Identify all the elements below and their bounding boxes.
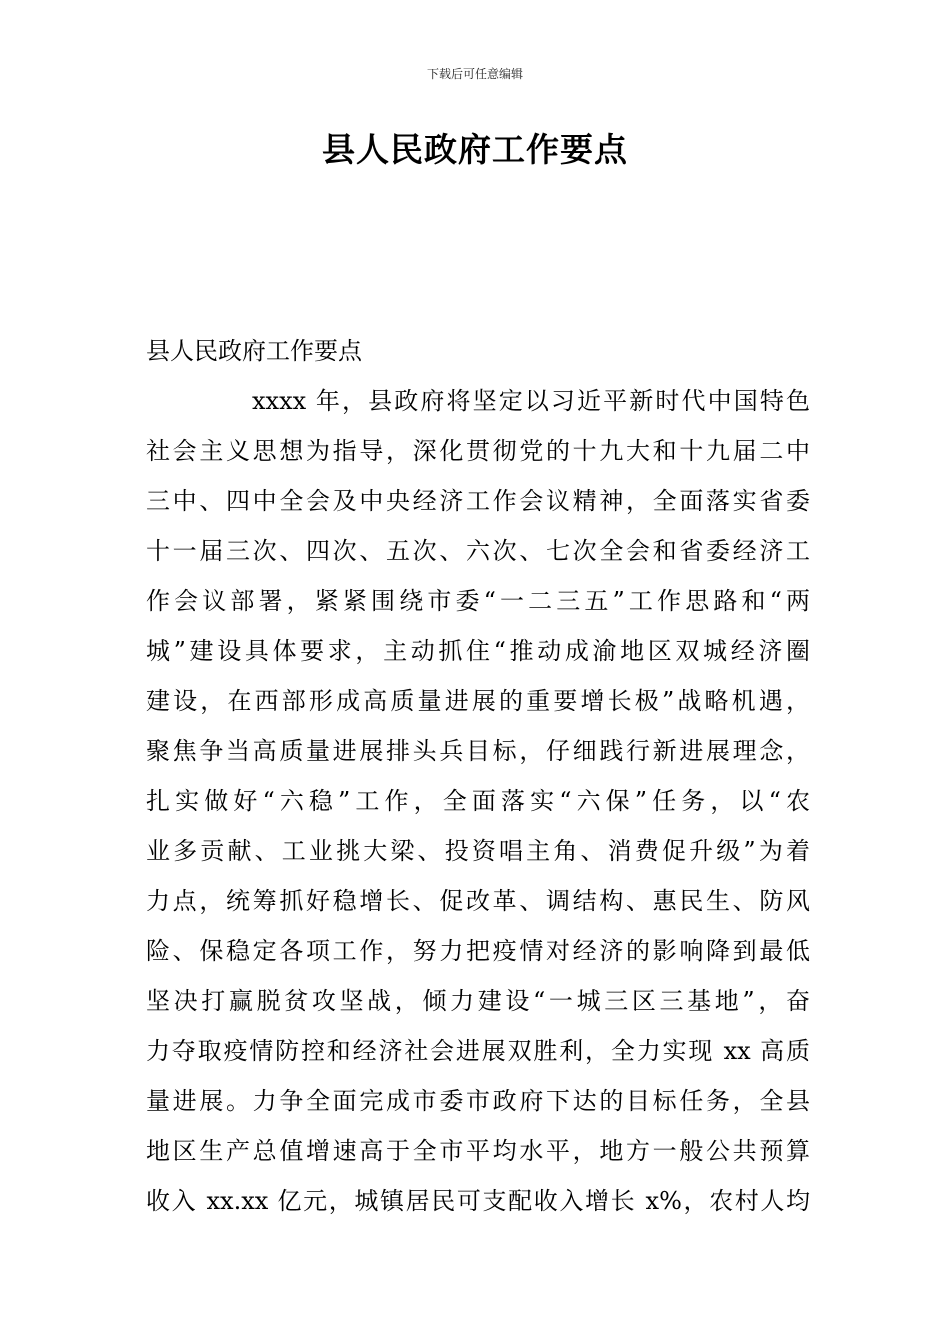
paragraph-line: 三中、四中全会及中央经济工作会议精神，全面落实省委 — [146, 487, 810, 515]
document-body — [146, 326, 810, 1226]
paragraph-line: 坚决打赢脱贫攻坚战，倾力建设“一城三区三基地”，奋 — [146, 987, 810, 1015]
section-heading: 县人民政府工作要点 — [146, 337, 362, 365]
paragraph-line: 险、保稳定各项工作，努力把疫情对经济的影响降到最低 — [146, 937, 810, 965]
paragraph-line: 城”建设具体要求，主动抓住“推动成渝地区双城经济圈 — [146, 637, 810, 665]
header-note: 下载后可任意编辑 — [426, 67, 523, 81]
paragraph-line: 业多贡献、工业挑大梁、投资唱主角、消费促升级”为着 — [146, 837, 810, 865]
paragraph-line: 量进展。力争全面完成市委市政府下达的目标任务，全县 — [146, 1087, 810, 1115]
paragraph-line: 收入 xx.xx 亿元，城镇居民可支配收入增长 x%，农村人均 — [146, 1187, 810, 1215]
paragraph-line: 建设，在西部形成高质量进展的重要增长极”战略机遇， — [146, 687, 810, 715]
paragraph-line: 聚焦争当高质量进展排头兵目标，仔细践行新进展理念， — [146, 737, 810, 765]
paragraph-line: 十一届三次、四次、五次、六次、七次全会和省委经济工 — [146, 537, 810, 565]
paragraph-line: xxxx 年，县政府将坚定以习近平新时代中国特色 — [252, 387, 810, 415]
paragraph-line: 地区生产总值增速高于全市平均水平，地方一般公共预算 — [146, 1137, 810, 1165]
paragraph-line: 作会议部署，紧紧围绕市委“一二三五”工作思路和“两 — [146, 587, 810, 615]
paragraph-line: 力点，统筹抓好稳增长、促改革、调结构、惠民生、防风 — [146, 887, 810, 915]
paragraph-line: 力夺取疫情防控和经济社会进展双胜利，全力实现 xx 高质 — [146, 1037, 810, 1065]
paragraph-line: 扎实做好“六稳”工作，全面落实“六保”任务，以“农 — [146, 787, 810, 815]
paragraph-line: 社会主义思想为指导，深化贯彻党的十九大和十九届二中 — [146, 437, 810, 465]
document-title: 县人民政府工作要点 — [322, 130, 628, 169]
